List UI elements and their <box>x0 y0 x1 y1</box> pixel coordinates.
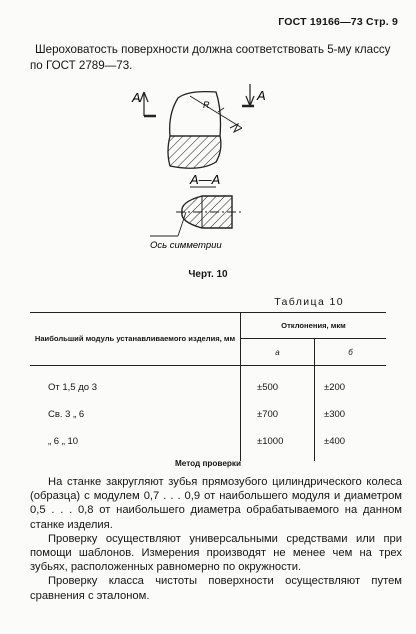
page-header: ГОСТ 19166—73 Стр. 9 <box>278 16 398 28</box>
intro-paragraph: Шероховатость поверхности должна соответствовать 5-му классу по ГОСТ 2789—73. <box>30 43 391 72</box>
section-label: А—А <box>190 172 221 187</box>
figure-caption: Черт. 10 <box>188 269 228 280</box>
table-row <box>30 428 386 461</box>
axis-label: Ось симметрии <box>150 240 222 251</box>
method-paragraph-2: Проверку осуществляют универсальными средствами или при помощи шаблонов. Измерения производят не менее чем на трех зубьях, расположенных равномерно по окружности. <box>30 532 402 574</box>
method-heading: Метод проверки <box>174 459 242 468</box>
table-row <box>30 366 386 402</box>
col1-header: Наибольший модуль устанавливаемого изделия, мм <box>30 313 241 366</box>
method-paragraph-3: Проверку класса чистоты поверхности осуществляют путем сравнения с эталоном. <box>30 575 402 602</box>
row-label: „ 6 „ 10 <box>48 436 79 447</box>
row-b-value: ±400 <box>315 428 387 461</box>
deviation-header: Отклонения, мкм <box>241 313 387 339</box>
method-paragraph-1: На станке закругляют зубья прямозубого цилиндрического колеса (образца) с модулем 0,7 . . . 0,9 от наибольшего модуля и диаметром 0,5 . . . 0,8 от наибольшего диаметра обрабатываемого на данном станке изделия. <box>30 476 402 531</box>
row-a-value: ±1000 <box>241 428 315 461</box>
row-label: От 1,5 до 3 <box>48 382 97 393</box>
sub-a-header: а <box>241 339 315 366</box>
row-b-value: ±200 <box>315 366 387 402</box>
tooth-profile <box>168 92 221 169</box>
label-r: R <box>203 100 210 110</box>
row-label: Св. 3 „ 6 <box>48 409 85 420</box>
label-a-right: A <box>257 88 266 103</box>
table-title: Таблица 10 <box>274 296 344 308</box>
row-b-value: ±300 <box>315 401 387 428</box>
table-row <box>30 401 386 428</box>
break-mark <box>230 124 242 132</box>
radius-line <box>190 96 242 128</box>
row-a-value: ±700 <box>241 401 315 428</box>
sub-b-header: б <box>315 339 387 366</box>
drawing-figure <box>120 80 280 270</box>
method-body <box>30 475 402 603</box>
tolerance-table <box>30 312 386 461</box>
label-a-left: A <box>132 90 141 105</box>
row-a-value: ±500 <box>241 366 315 402</box>
